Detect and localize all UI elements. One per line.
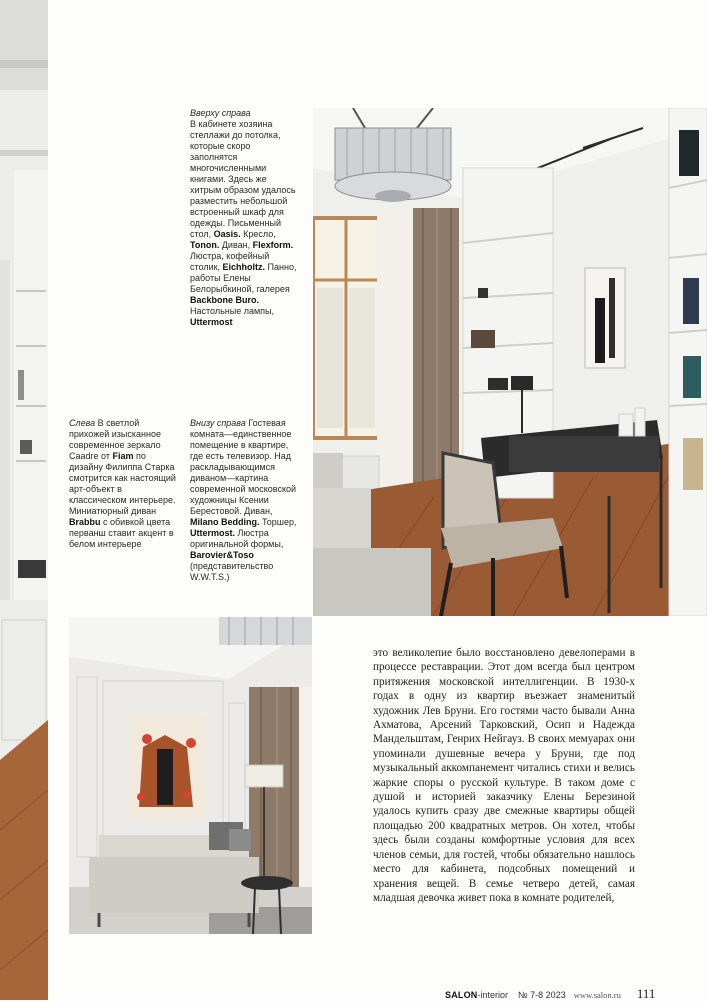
brand-name: Oasis. [213,229,241,239]
guest-room-photo [69,617,312,934]
caption-run: Диван, [219,240,253,250]
caption-bottom-right [190,418,302,583]
caption-text [190,119,296,327]
brand-name: Backbone Buro. [190,295,260,305]
brand-name: Barovier&Toso [190,550,254,560]
caption-run: Торшер, [259,517,297,527]
caption-run: (представительство W.W.T.S.) [190,561,274,582]
page-number: 111 [636,986,656,1001]
caption-text [69,418,176,549]
caption-run: Люстра оригинальной формы, [190,528,284,549]
caption-run: В кабинете хозяина стеллажи до потолка, которые скоро заполнятся многочисленными книгами. Здесь же хитрым образом удалось разместить небольшой встроенный шкаф для одежды. Письменный стол, [190,119,296,239]
brand-name: Brabbu [69,517,101,527]
caption-run: по дизайну Филиппа Старка смотрится как настоящий арт-объект в классическом интерьере. Миниатюрный диван [69,451,176,516]
caption-lead: Вверху справа [190,108,251,118]
study-photo [313,108,707,616]
brand-name: Tonon. [190,240,220,250]
caption-top-right [190,108,300,328]
caption-lead: Слева [69,418,96,428]
caption-run: Гостевая комната—единственное помещение в квартире, где есть телевизор. Над раскладывающимся диваном—картина современной московской художницы Ксении Берестовой. Диван, [190,418,297,516]
brand-name: Fiam [112,451,134,461]
caption-run: с обивкой цвета перванш ставит акцент в белом интерьере [69,517,174,549]
caption-left [69,418,182,550]
caption-text [190,418,297,582]
magazine-brand-sub: -interior [477,990,509,1000]
brand-name: Milano Bedding. [190,517,260,527]
caption-lead: Внизу справа [190,418,246,428]
brand-name: Eichholtz. [222,262,266,272]
caption-run: Кресло, [240,229,276,239]
brand-name: Uttermost. [190,528,236,538]
body-text: это великолепие было восстановлено девелоперами в процессе реставрации. Этот дом всегда был центром притяжения московской интеллигенции. В 1930-х годах в одну из квартир въезжает знаменитый художник Лев Бруни. Его гостями часто бывали Анна Ахматова, Арсений Тарковский, Осип и Надежда Мандельштам, Генрих Нейгауз. В своих мемуарах они упоминали душевные вечера у Бруни, где под музыкальный аккомпанемент читались стихи и велись жаркие споры о русской культуре. В таком доме с душой и историей заказчику Елены Березиной удалось купить сразу две смежные квартиры общей площадью 200 квадратных метров. Он хотел, чтобы здесь были созданы комфортные условия для всех членов семьи, для гостей, чтобы обязательно нашлось место для кабинета, подсобных помещений и хранения вещей. В семье четверо детей, самая младшая девочка живет пока в комнате родителей, [373,647,635,904]
caption-run: Панно, работы Елены Белорыбкиной, галерея [190,262,297,294]
website-url: www.salon.ru [573,990,621,1000]
page-footer [445,986,665,1000]
magazine-brand: SALON [445,990,478,1000]
caption-run: Люстра, кофейный столик, [190,251,270,272]
brand-name: Uttermost [190,317,233,327]
caption-run: Настольные лампы, [190,306,275,316]
caption-run: В светлой прихожей изысканное современное зеркало Caadre от [69,418,161,461]
issue-number: № 7-8 2023 [518,990,566,1000]
hallway-photo [0,0,48,1000]
brand-name: Flexform. [252,240,294,250]
